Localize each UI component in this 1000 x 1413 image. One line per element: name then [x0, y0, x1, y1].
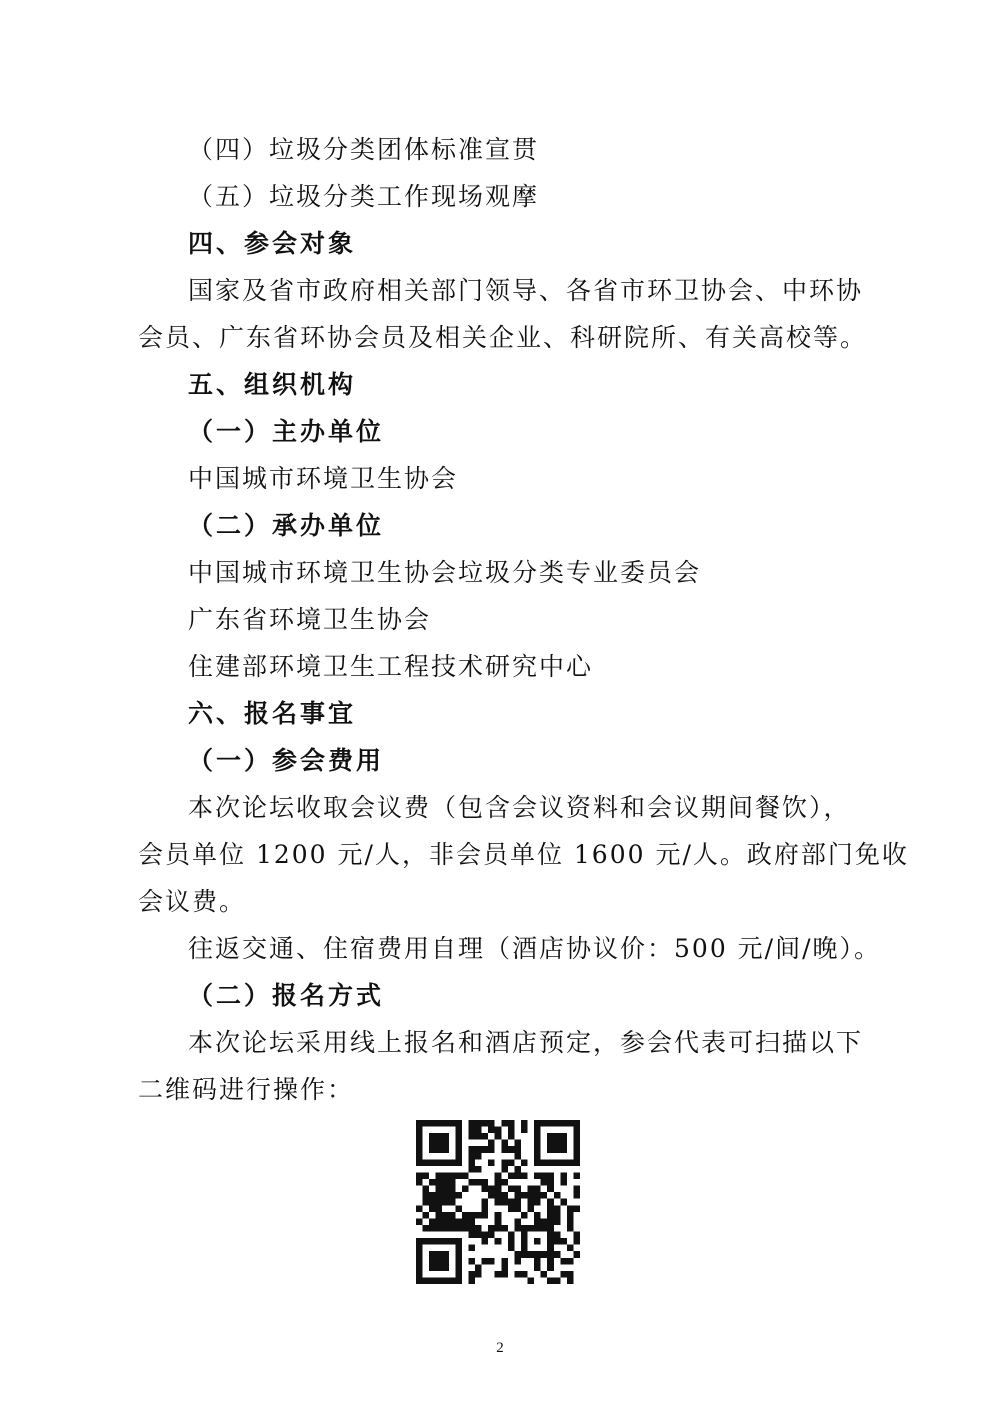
text-line: （四）垃圾分类团体标准宣贯	[188, 135, 540, 164]
qr-code-icon[interactable]	[416, 1120, 580, 1284]
paragraph-line: 会员、广东省环协会员及相关企业、科研院所、有关高校等。	[138, 323, 868, 352]
subsection-heading: （一）参会费用	[188, 746, 385, 775]
paragraph-line: 二维码进行操作：	[138, 1075, 355, 1104]
subsection-heading: （一）主办单位	[188, 417, 385, 446]
text-line: 中国城市环境卫生协会垃圾分类专业委员会	[188, 558, 702, 587]
paragraph-line: 往返交通、住宿费用自理（酒店协议价：500 元/间/晚）。	[188, 934, 882, 963]
paragraph-line: 本次论坛收取会议费（包含会议资料和会议期间餐饮），	[188, 793, 851, 822]
text-line: 住建部环境卫生工程技术研究中心	[188, 652, 594, 681]
subsection-heading: （二）报名方式	[188, 981, 385, 1010]
text-line: 广东省环境卫生协会	[188, 605, 432, 634]
text-line: 中国城市环境卫生协会	[188, 464, 459, 493]
section-heading: 四、参会对象	[188, 229, 357, 258]
paragraph-line: 会员单位 1200 元/人，非会员单位 1600 元/人。政府部门免收	[138, 840, 909, 869]
paragraph-line: 本次论坛采用线上报名和酒店预定，参会代表可扫描以下	[188, 1028, 864, 1057]
page-number: 2	[496, 1340, 504, 1356]
section-heading: 六、报名事宜	[188, 699, 357, 728]
subsection-heading: （二）承办单位	[188, 511, 385, 540]
section-heading: 五、组织机构	[188, 370, 357, 399]
text-line: （五）垃圾分类工作现场观摩	[188, 182, 540, 211]
paragraph-line: 会议费。	[138, 887, 247, 916]
paragraph-line: 国家及省市政府相关部门领导、各省市环卫协会、中环协	[188, 276, 864, 305]
